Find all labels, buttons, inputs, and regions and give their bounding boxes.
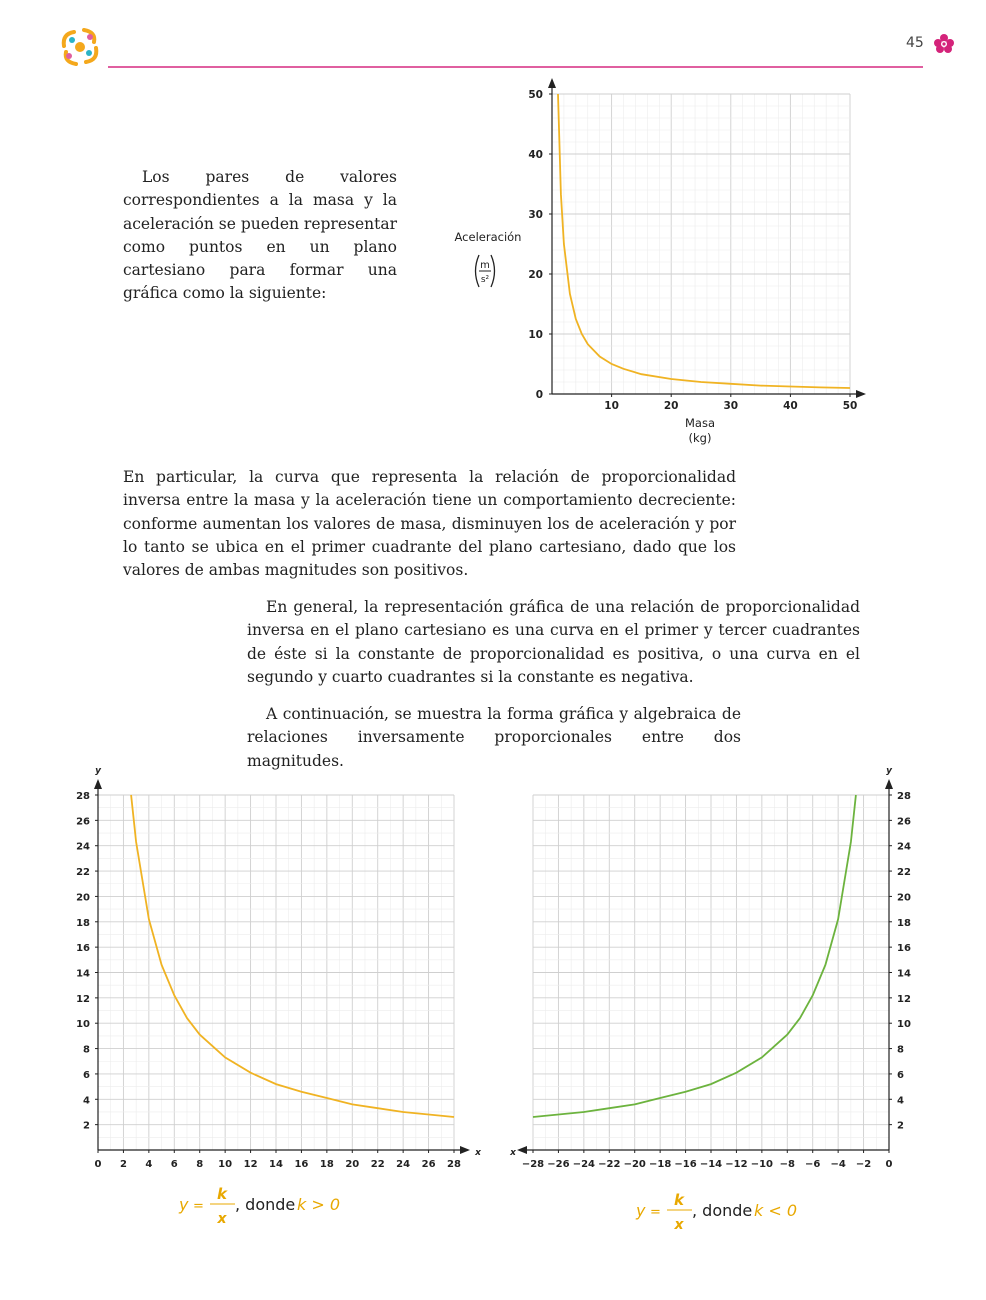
x-tick-label: 40 [783,400,798,412]
paragraph-2: En general, la representación gráfica de una relación de proporcionalidad inversa en el plano cartesiano es una curva en el primer y tercer cuadrantes de éste si la constante de proporcionalidad es positiva, o una curva en el segundo y cuarto cuadrantes si la constante es negativa. [247,598,860,686]
y-tick-label: 30 [528,209,543,221]
y-tick-label: 28 [76,791,90,802]
chart1-yunit-num: m [480,260,490,271]
y-tick-label: 16 [76,943,90,955]
x-tick-label: 50 [842,400,858,412]
x-tick-label: −8 [779,1159,795,1170]
y-tick-label: 50 [528,89,543,101]
x-tick-label: 0 [94,1159,102,1170]
chart1-ylabel [448,230,528,244]
chart1 [520,78,870,450]
chart1-xlabel: Masa [684,416,716,430]
chart2-series-line [131,795,454,1117]
y-tick-label: 26 [897,816,911,828]
x-tick-label: 2 [119,1159,127,1170]
x-tick-label: 22 [370,1159,385,1170]
formula-positive-cond: k > 0 [297,1195,341,1214]
flower-ornament-icon [933,33,955,55]
x-tick-label: −14 [699,1159,723,1170]
x-tick-label: 16 [294,1159,309,1170]
y-tick-label: 12 [76,993,90,1005]
chart2-ylabel: y [95,766,101,776]
formula-positive-x: x [217,1211,227,1227]
y-tick-label: 6 [897,1069,904,1081]
y-tick-label: 20 [528,269,543,281]
y-tick-label: 10 [76,1019,90,1031]
x-tick-label: 12 [243,1159,258,1170]
x-tick-label: 0 [885,1159,893,1170]
formula-negative-where: , donde [692,1201,753,1220]
formula-positive-y: y [179,1195,189,1214]
y-tick-label: 18 [76,917,90,929]
y-tick-label: 8 [897,1044,904,1056]
y-tick-label: 2 [897,1120,904,1132]
formula-positive-where: , donde [235,1195,296,1214]
y-tick-label: 14 [76,968,90,980]
y-tick-label: 10 [897,1019,911,1031]
x-tick-label: −2 [855,1159,872,1170]
chart3-ylabel: y [886,766,892,776]
y-tick-label: 18 [897,917,911,929]
formula-negative-x: x [674,1217,684,1233]
paragraph-1: En particular, la curva que representa la relación de proporcionalidad inversa entre la masa y la aceleración tiene un comportamiento decreciente: conforme aumentan los valores de masa, disminuyen los de aceleración y por lo tanto se ubica en el primer cuadrante del plano cartesiano, dado que los valores de ambas magnitudes son positivos. [123,468,736,580]
x-tick-label: −24 [572,1159,596,1170]
formula-negative-y: y [636,1201,646,1220]
x-tick-label: 24 [396,1159,411,1170]
y-tick-label: 20 [897,892,911,904]
page-number: 45 [906,35,924,51]
chart1-yunit [470,252,500,290]
intro-paragraph: Los pares de valores correspondientes a la masa y la aceleración se pueden representar como puntos en un plano cartesiano para formar una gráfica como la siguiente: [123,168,397,303]
x-tick-label: 10 [218,1159,233,1170]
formula-positive-k: k [217,1185,227,1203]
x-tick-label: 20 [345,1159,360,1170]
y-tick-label: 4 [83,1095,90,1107]
chart2 [70,760,490,1175]
chart3-series-line [533,795,856,1117]
y-tick-label: 40 [528,149,543,161]
y-tick-label: 12 [897,993,911,1005]
x-tick-label: 14 [269,1159,283,1170]
chart3 [505,760,925,1175]
y-tick-label: 22 [76,867,90,879]
y-tick-label: 20 [76,892,90,904]
x-tick-label: 8 [196,1159,204,1170]
x-tick-label: −6 [805,1159,821,1170]
x-tick-label: −22 [598,1159,621,1170]
chart3-xlabel: x [510,1148,516,1158]
y-tick-label: 24 [76,841,90,853]
x-tick-label: −20 [623,1159,646,1170]
x-tick-label: 6 [170,1159,178,1170]
y-tick-label: 10 [528,329,543,341]
x-tick-label: −26 [547,1159,570,1170]
x-tick-label: 20 [663,400,679,412]
y-tick-label: 28 [897,791,911,802]
y-tick-label: 0 [535,389,543,401]
y-tick-label: 4 [897,1095,904,1107]
formula-negative [632,1190,812,1236]
formula-positive-eq: = [193,1199,204,1214]
formula-negative-eq: = [650,1205,661,1220]
formula-positive [175,1184,350,1230]
formula-negative-k: k [674,1191,684,1209]
chart1-ylabel-text: Aceleración [454,230,522,244]
y-tick-label: 2 [83,1120,90,1132]
x-tick-label: −16 [674,1159,697,1170]
x-tick-label: 28 [447,1159,461,1170]
formula-negative-cond: k < 0 [754,1201,798,1220]
chart2-xlabel: x [475,1148,481,1158]
series-logo-icon [56,24,104,70]
header-rule [108,66,923,68]
paragraph-3: A continuación, se muestra la forma gráfica y algebraica de relaciones inversamente proporcionales entre dos magnitudes. [247,705,741,770]
x-tick-label: 18 [319,1159,334,1170]
y-tick-label: 24 [897,841,911,853]
x-tick-label: −12 [725,1159,748,1170]
chart1-yunit-den: s² [480,275,490,285]
x-tick-label: −28 [521,1159,545,1170]
chart1-series-line [558,94,850,388]
chart1-xunit: (kg) [688,431,712,445]
x-tick-label: 4 [145,1159,153,1170]
y-tick-label: 26 [76,816,90,828]
x-tick-label: −18 [648,1159,672,1170]
y-tick-label: 16 [897,943,911,955]
x-tick-label: 30 [723,400,739,412]
y-tick-label: 22 [897,867,911,879]
x-tick-label: 10 [604,400,619,412]
y-tick-label: 6 [83,1069,90,1081]
x-tick-label: −4 [830,1159,846,1170]
x-tick-label: 26 [421,1159,436,1170]
y-tick-label: 8 [83,1044,90,1056]
x-tick-label: −10 [750,1159,774,1170]
y-tick-label: 14 [897,968,911,980]
